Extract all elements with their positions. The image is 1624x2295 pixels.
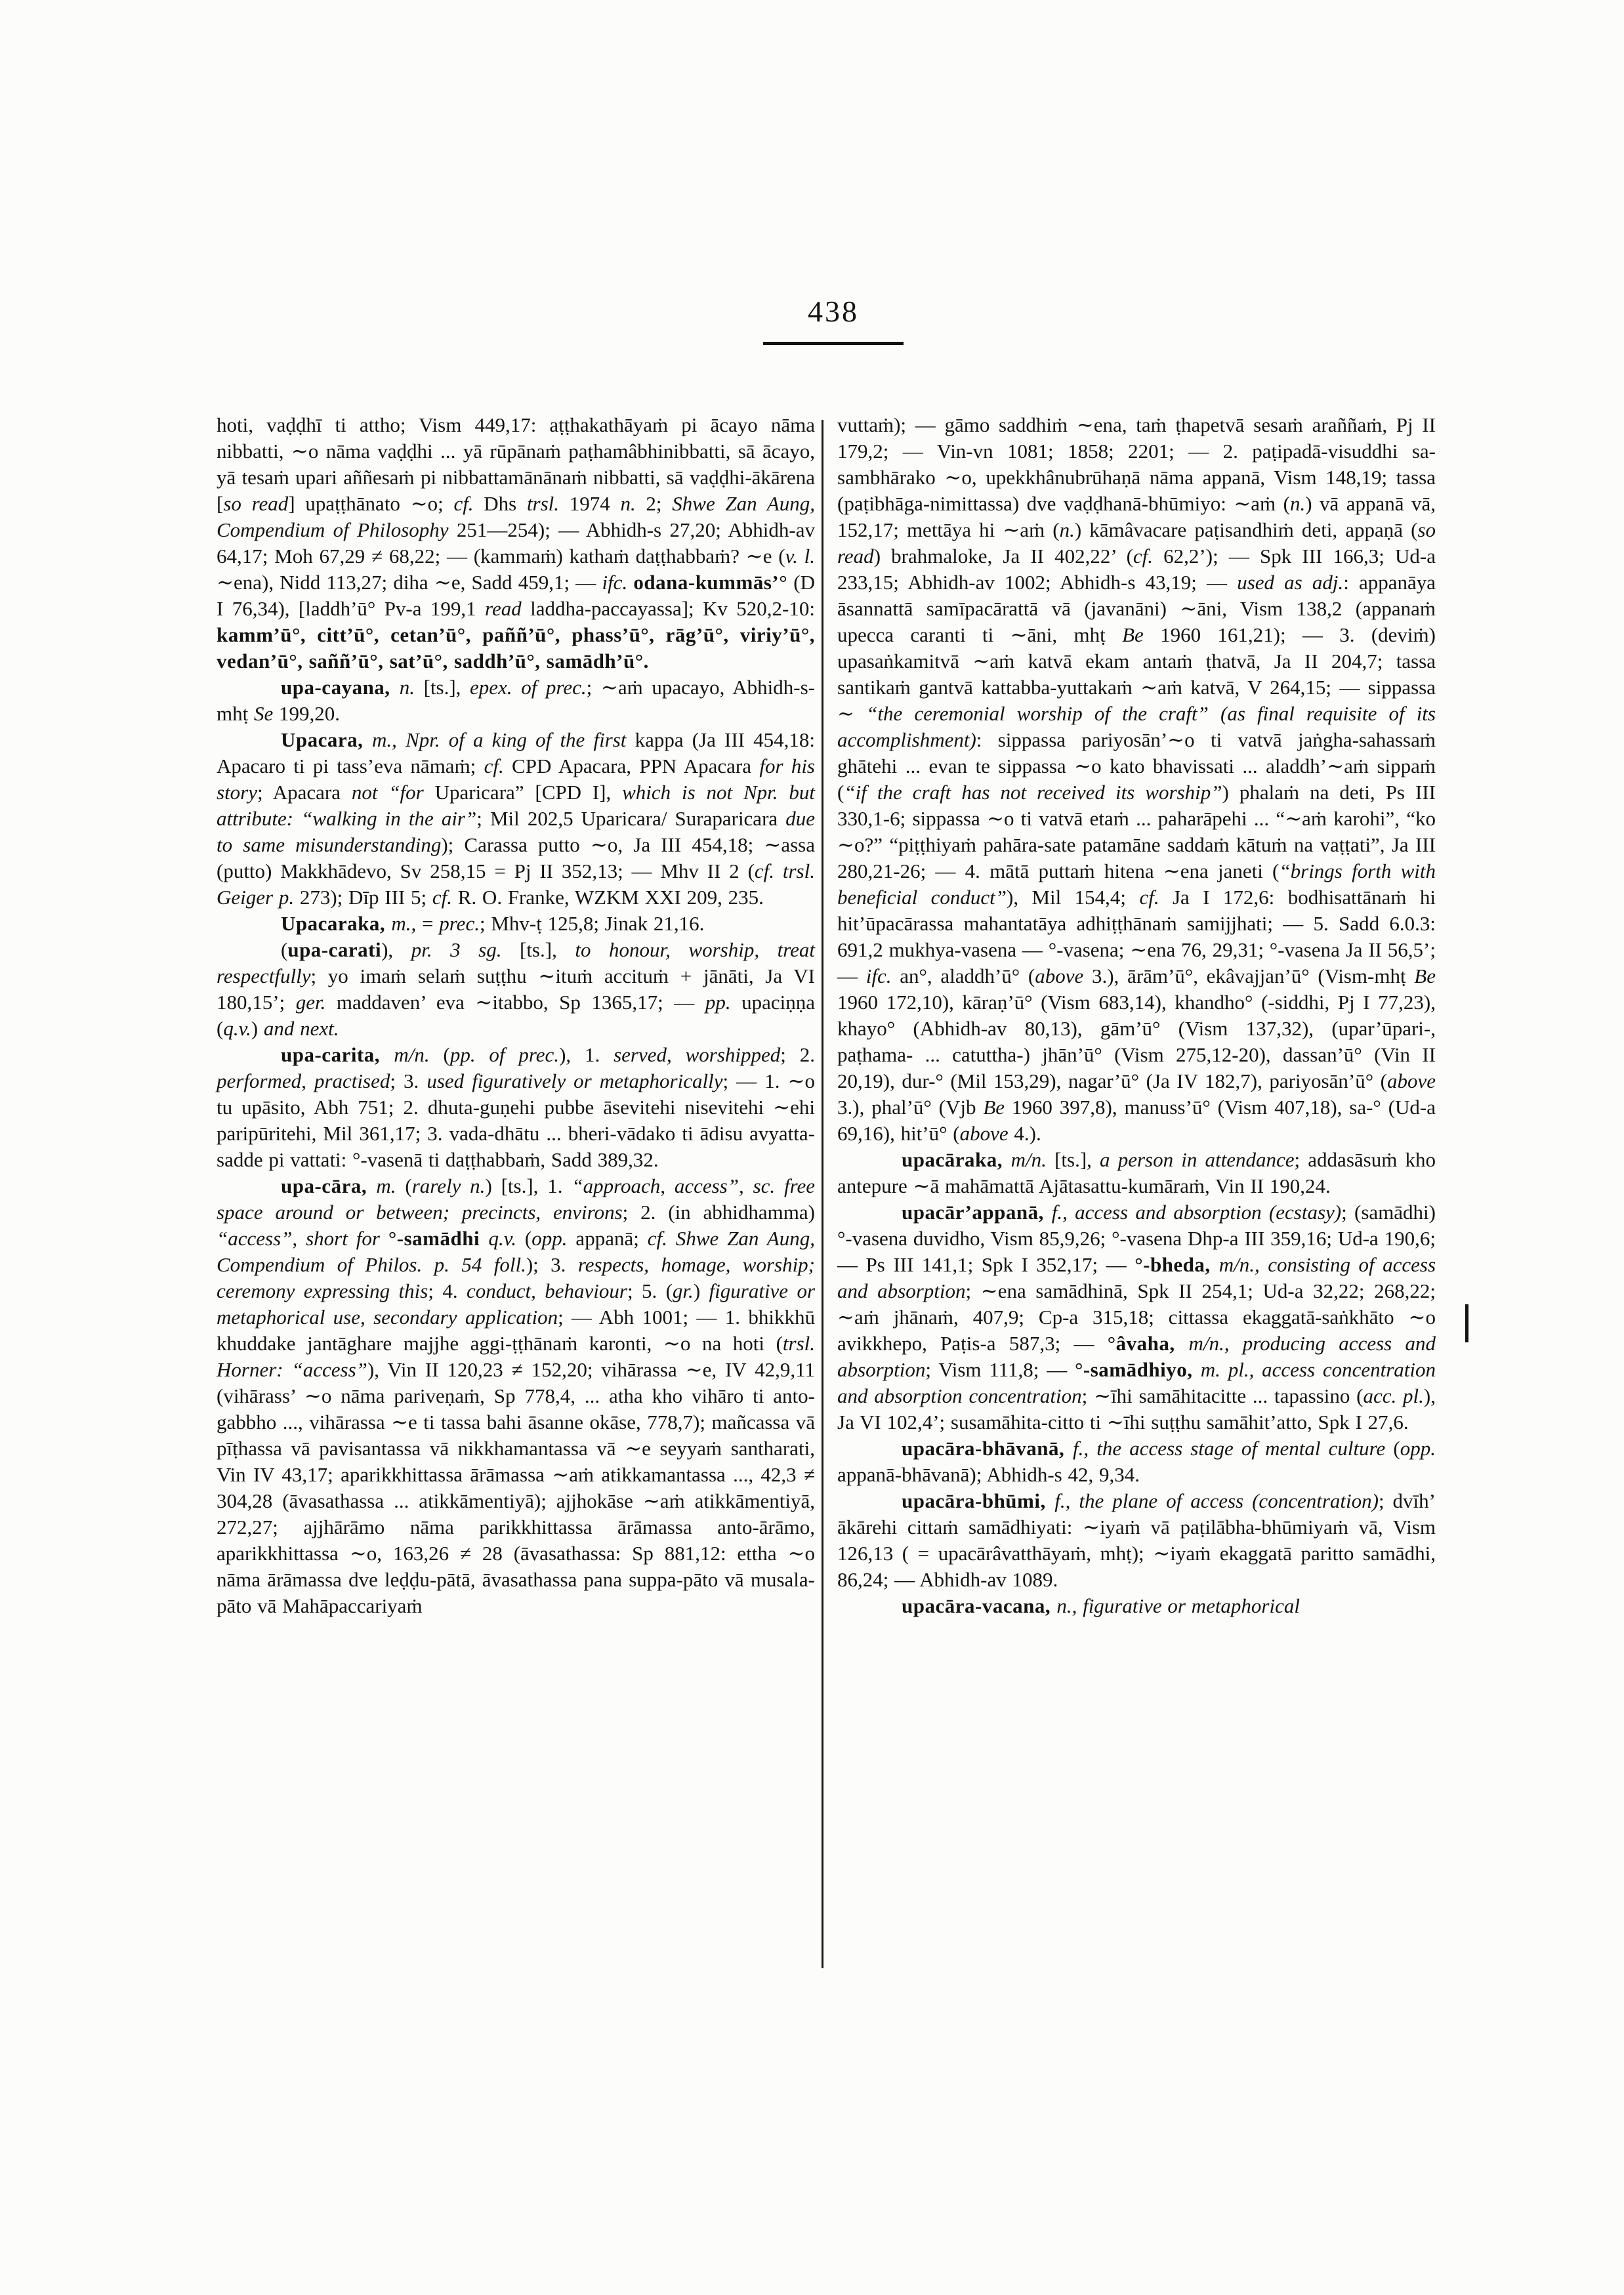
italic-text-run: trsl. xyxy=(526,492,560,515)
entry-paragraph xyxy=(837,1488,1436,1593)
entry-paragraph xyxy=(217,937,815,1042)
italic-text-run: ger. xyxy=(295,991,326,1014)
text-run: ; dvīh’ ākārehi cittaṁ samādhiyati: ∼iyaṁ vā paṭilābha-bhūmiyaṁ vā, Vism 126,13 ( = upacārâvatthāyaṁ, mhṭ); ∼iyaṁ ekaggatā paritto samādhi, 86,24; — Abhidh-av 1089. xyxy=(837,1489,1436,1591)
headword: upa-cāra, xyxy=(281,1174,377,1197)
text-run: ), Ja VI 102,4’; susamāhita-citto ti ∼īhi suṭṭhu samāhit’atto, Spk I 27,6. xyxy=(837,1384,1436,1434)
italic-text-run: m/n., producing access and absorption xyxy=(837,1332,1436,1381)
italic-text-run: for his story xyxy=(217,755,815,804)
text-run: ( xyxy=(516,1227,532,1250)
entry-paragraph xyxy=(837,1593,1436,1619)
text-run: 1974 xyxy=(559,492,621,515)
text-run: ; 2. (in abhidhamma) xyxy=(622,1201,815,1224)
italic-text-run: not “for xyxy=(351,781,435,804)
italic-text-run: ifc. xyxy=(865,964,892,987)
text-run: ; 4. xyxy=(428,1279,467,1302)
text-run: R. O. Franke, WZKM XXI 209, 235. xyxy=(452,886,764,909)
text-run: ; addasāsuṁ kho antepure ∼ā mahāmattā Ajātasattu-kumāraṁ, Vin II 190,24. xyxy=(837,1148,1436,1197)
italic-text-run: conduct, behaviour xyxy=(466,1279,627,1302)
entry-paragraph xyxy=(217,1173,815,1619)
headword: Upacara, xyxy=(281,728,373,751)
italic-text-run: ifc. xyxy=(602,571,628,594)
italic-text-run: which is not Npr. but attribute: “walking in the air” xyxy=(217,781,816,830)
italic-text-run: n. xyxy=(399,676,415,699)
italic-text-run: “access”, short for xyxy=(217,1227,388,1250)
text-run: ( xyxy=(1385,1437,1400,1460)
text-run: ∼ena), Nidd 113,27; diha ∼e, Sadd 459,1; — xyxy=(217,571,602,594)
headword: Upacaraka, xyxy=(281,912,392,935)
italic-text-run: cf. xyxy=(432,886,452,909)
text-run: appanā-bhāvanā); Abhidh-s 42, 9,34. xyxy=(837,1463,1140,1486)
text-run: appanā; xyxy=(567,1227,648,1250)
headword: upa-carita, xyxy=(281,1043,394,1066)
text-run: Ja I 172,6: bodhisattānaṁ hi hit’ūpacārassa mahantatāya adhiṭṭhānaṁ samijjhati; — 5. Sadd 6.0.3: 691,2 mukhya-vasena — °-vasena; ∼ena 76, 29,31; °-vasena Ja II 56,5’; — xyxy=(837,886,1436,987)
text-run: hoti, vaḍḍhī ti attho; Vism 449,17: aṭṭhakathāyaṁ pi ācayo nāma nibbatti, ∼o nāma vaḍḍhi ... yā rūpānaṁ paṭhamâbhinibbatti, sā ācayo, yā tesaṁ upari aññesaṁ pi nibbattamānānaṁ nibbatti, sā vaḍḍhi-ākārena [ xyxy=(217,413,815,515)
header-rule xyxy=(763,342,904,345)
italic-text-run: acc. pl. xyxy=(1363,1384,1424,1407)
entry-paragraph xyxy=(217,727,815,911)
text-run: ); Carassa putto ∼o, Ja III 454,18; ∼assa (putto) Makkhādevo, Sv 258,15 = Pj II 352,13; — Mhv II 2 ( xyxy=(217,833,816,882)
headword: upacāra-bhūmi, xyxy=(902,1489,1055,1512)
text-run: 1960 161,21); — 3. (deviṁ) upasaṅkamitvā ∼aṁ katvā ekam antaṁ ṭhatvā, Ja II 204,7; tassa santikaṁ gantvā kattabba-yuttakaṁ ∼aṁ katvā, V 264,15; — sippassa ∼ xyxy=(837,623,1436,725)
italic-text-run: figurative or metaphorical use, secondary application xyxy=(217,1279,816,1329)
italic-text-run: cf. xyxy=(453,492,474,515)
italic-text-run: so read xyxy=(223,492,289,515)
text-run: ; ∼ena samādhinā, Spk II 254,1; Ud-a 32,22; 268,22; ∼aṁ jhānaṁ, 407,9; Cp-a 315,18; cittassa ekaggatā-saṅkhāto ∼o avikkhepo, Paṭis-a 587,3; — xyxy=(837,1279,1436,1355)
text-run: ), 1. xyxy=(559,1043,614,1066)
italic-text-run: opp. xyxy=(531,1227,568,1250)
text-run: ; — 1. ∼o tu upāsito, Abh 751; 2. dhuta-guṇehi pubbe āsevitehi nisevitehi ∼ehi paripūritehi, Mil 361,17; 3. vada-dhātu ... bheri-vādako ti ādisu avyatta-sadde pi vattati: °-vasenā ti daṭṭhabbaṁ, Sadd 389,32. xyxy=(217,1069,815,1171)
italic-text-run: Be xyxy=(983,1096,1005,1119)
text-run: kappa (Ja III 454,18: Apacaro ti pi tass’eva nāmaṁ; xyxy=(217,728,815,777)
text-run: ; Vism 111,8; — xyxy=(925,1358,1075,1381)
italic-text-run: v. l. xyxy=(785,545,816,568)
italic-text-run: n. xyxy=(620,492,636,515)
text-run: ), Mil 154,4; xyxy=(1007,886,1140,909)
headword: °-samādhiyo, xyxy=(1075,1358,1201,1381)
italic-text-run: Shwe Zan Aung, Compendium of Philosophy xyxy=(217,492,815,541)
text-run: ), Vin II 120,23 ≠ 152,20; vihārassa ∼e, IV 42,9,11 (vihārass’ ∼o nāma pariveṇaṁ, Sp 778,4, ... atha kho vihāro ti anto-gabbho ..., vihārassa ∼e ti tassa bahi āsanne okāse, 778,7); mañcassa vā pīṭhassa vā pavisantassa vā nikkhamantassa vā ∼e seyyaṁ santharati, Vin IV 43,17; aparikkhittassa ārāmassa ∼aṁ atikkamantassa ..., 42,3 ≠ 304,28 (āvasathassa ... atikkāmentiyā); ajjhokāse ∼aṁ atikkāmentiyā, 272,27; ajjhārāmo nāma parikkhittassa ārāmassa anto-ārāmo, aparikkhittassa ∼o, 163,26 ≠ 28 (āvasathassa: Sp 881,12: ettha ∼o nāma ārāmassa dve leḍḍu-pātā, āvasathassa pana suppa-pāto vā musala-pāto vā Mahāpaccariyaṁ xyxy=(217,1358,815,1617)
text-run: ( xyxy=(429,1043,450,1066)
text-run: ; 3. xyxy=(390,1069,427,1092)
headword: upacāraka, xyxy=(902,1148,1011,1171)
text-run: an°, aladdh’ū° ( xyxy=(891,964,1035,987)
text-run: 4.). xyxy=(1008,1122,1041,1145)
italic-text-run: m., xyxy=(391,912,417,935)
text-run: Uparicara” [CPD I], xyxy=(434,781,623,804)
headword: kamm’ū°, citt’ū°, cetan’ū°, paññ’ū°, phass’ū°, rāg’ū°, viriy’ū°, vedan’ū°, saññ’ū°, sat’ū°, saddh’ū°, samādh’ū°. xyxy=(217,623,815,672)
italic-text-run: “the ceremonial worship of the craft” (as final requisite of its accomplishment) xyxy=(837,702,1436,751)
italic-text-run: q.v. xyxy=(223,1017,251,1040)
italic-text-run: prec. xyxy=(439,912,480,935)
italic-text-run: used figuratively or metaphorically xyxy=(427,1069,723,1092)
text-run xyxy=(627,571,633,594)
italic-text-run: epex. of prec. xyxy=(470,676,587,699)
text-run: 251—254); — Abhidh-s 27,20; Abhidh-av 64,17; Moh 67,29 ≠ 68,22; — (kammaṁ) kathaṁ daṭṭhabbaṁ? ∼e ( xyxy=(217,518,815,568)
text-run: ) vā appanā vā, 152,17; mettāya hi ∼aṁ ( xyxy=(837,492,1436,541)
italic-text-run: cf. Shwe Zan Aung, Compendium of Philos. p. 54 foll. xyxy=(217,1227,815,1276)
italic-text-run: Be xyxy=(1122,623,1144,646)
italic-text-run: m/n. xyxy=(1010,1148,1047,1171)
italic-text-run: pr. 3 sg. xyxy=(411,938,502,961)
text-run: ; Apacara xyxy=(257,781,352,804)
text-run: 2; xyxy=(635,492,673,515)
text-run: upaciṇṇa ( xyxy=(217,991,815,1040)
text-run: laddha-paccayassa]; Kv 520,2-10: xyxy=(521,597,815,620)
text-run: [ts.], xyxy=(1046,1148,1100,1171)
text-run: 62,2’); — Spk III 166,3; Ud-a 233,15; Abhidh-av 1002; Abhidh-s 43,19; — xyxy=(837,545,1436,594)
italic-text-run: f., the access stage of mental culture xyxy=(1072,1437,1386,1460)
text-run: ) [ts.], 1. xyxy=(485,1174,572,1197)
italic-text-run: respects, homage, worship; ceremony expressing this xyxy=(217,1253,816,1302)
entry-paragraph xyxy=(217,911,815,937)
text-run: 1960 172,10), kāraṇ’ū° (Vism 683,14), khandho° (-siddhi, Pj I 77,23), khayo° (Abhidh-av 80,13), gām’ū° (Vism 137,32), (upar’ūpari-, paṭhama- ... catuttha-) jhān’ū° (Vism 275,12-20), dassan’ū° (Vin II 20,19), dur-° (Mil 153,29), nagar’ū° (Ja IV 182,7), pariyosān’ū° ( xyxy=(837,991,1436,1092)
italic-text-run: “approach, access”, sc. free space around or between; precincts, environs xyxy=(217,1174,816,1224)
italic-text-run: “brings forth with beneficial conduct” xyxy=(837,859,1436,909)
italic-text-run: used as adj. xyxy=(1237,571,1344,594)
italic-text-run: m., Npr. of a king of the first xyxy=(372,728,635,751)
entry-paragraph xyxy=(217,674,815,727)
text-run: Dhs xyxy=(473,492,527,515)
headword: °âvaha, xyxy=(1107,1332,1189,1355)
italic-text-run: due to same misunderstanding xyxy=(217,807,816,856)
text-run: 1960 397,8), manuss’ū° (Vism 407,18), sa-° (Ud-a 69,16), hit’ū° ( xyxy=(837,1096,1436,1145)
text-run: ; Mil 202,5 Uparicara/ Suraparicara xyxy=(476,807,786,830)
italic-text-run: m/n., consisting of access and absorption xyxy=(837,1253,1436,1302)
text-run: ; (samādhi) °-vasena duvidho, Vism 85,9,26; °-vasena Dhp-a III 359,16; Ud-a 190,6; — Ps III 141,1; Spk I 352,17; — xyxy=(837,1201,1436,1276)
italic-text-run: m. xyxy=(376,1174,396,1197)
page-number: 438 xyxy=(808,295,859,328)
text-run: ; 2. xyxy=(780,1043,815,1066)
headword: upacār’appanā, xyxy=(902,1201,1052,1224)
headword: upacāra-bhāvanā, xyxy=(902,1437,1073,1460)
italic-text-run: above xyxy=(1386,1069,1436,1092)
text-run: ( xyxy=(396,1174,412,1197)
text-run: ) brahmaloke, Ja II 402,22’ ( xyxy=(873,545,1133,568)
text-run: ) phalaṁ na deti, Ps III 330,1-6; sippassa ∼o ti vatvā etaṁ ... paharāpehi ... “∼aṁ karohi”, “ko ∼o?” “piṭṭhiyaṁ pahāra-sate patamāne saddaṁ kātuṁ na vaṭṭati”, Ja III 280,21-26; — 4. mātā puttaṁ hitena ∼ena janeti ( xyxy=(837,781,1436,882)
text-run: ; ∼aṁ upacayo, Abhidh-s-mhṭ xyxy=(217,676,815,725)
italic-text-run: Se xyxy=(253,702,274,725)
text-run: 273); Dīp III 5; xyxy=(294,886,432,909)
text-run: [ts.], xyxy=(414,676,470,699)
italic-text-run: cf. trsl. Geiger p. xyxy=(217,859,815,909)
italic-text-run: served, worshipped xyxy=(614,1043,781,1066)
italic-text-run: rarely n. xyxy=(411,1174,486,1197)
italic-text-run: a person in attendance xyxy=(1100,1148,1295,1171)
italic-text-run: n. xyxy=(1059,518,1075,541)
text-run: ); 3. xyxy=(526,1253,578,1276)
italic-text-run: above xyxy=(1035,964,1084,987)
italic-text-run: gr. xyxy=(672,1279,694,1302)
headword: upa-cayana, xyxy=(281,676,400,699)
text-run: ) xyxy=(693,1279,709,1302)
entry-paragraph xyxy=(837,1199,1436,1436)
italic-text-run: q.v. xyxy=(488,1227,516,1250)
italic-text-run: m/n. xyxy=(394,1043,430,1066)
italic-text-run: n., figurative or metaphorical xyxy=(1056,1594,1300,1617)
text-run: ; — Abh 1001; — 1. bhikkhū khuddake jantāghare majjhe aggi-ṭṭhānaṁ karonti, ∼o na hoti ( xyxy=(217,1306,815,1355)
headword: °-samādhi xyxy=(388,1227,489,1250)
italic-text-run: pp. xyxy=(705,991,731,1014)
entry-paragraph xyxy=(837,1147,1436,1199)
text-run: ; ∼īhi samāhitacitte ... tapassino ( xyxy=(1081,1384,1364,1407)
text-run: 3.), ārām’ū°, ekâvajjan’ū° (Vism-mhṭ xyxy=(1083,964,1415,987)
italic-text-run: so read xyxy=(837,518,1436,568)
text-run: (D I 76,34), [laddh’ū° Pv-a 199,1 xyxy=(217,571,816,620)
text-run: ] upaṭṭhānato ∼o; xyxy=(288,492,454,515)
italic-text-run: n. xyxy=(1289,492,1306,515)
italic-text-run: to honour, worship, treat respectfully xyxy=(217,938,816,987)
text-run: = xyxy=(416,912,440,935)
italic-text-run: f., the plane of access (concentration) xyxy=(1054,1489,1379,1512)
headword: upa-carati xyxy=(287,938,382,961)
italic-text-run: m. pl., access concentration and absorption concentration xyxy=(837,1358,1436,1407)
headword: upacāra-vacana, xyxy=(902,1594,1057,1617)
italic-text-run: performed, practised xyxy=(217,1069,390,1092)
column-divider-rule xyxy=(822,420,823,1968)
italic-text-run: above xyxy=(959,1122,1009,1145)
italic-text-run: “if the craft has not received its worship” xyxy=(844,781,1222,804)
text-run: ) xyxy=(251,1017,264,1040)
text-run: [ts.], xyxy=(501,938,575,961)
text-run: vuttaṁ); — gāmo saddhiṁ ∼ena, taṁ ṭhapetvā sesaṁ araññaṁ, Pj II 179,2; — Vin-vn 1081; 1858; 2201; — 2. paṭipadā-visuddhi sa-sambhārako ∼o, upekkhânubrūhaṇā nāma appanā, Vism 148,19; tassa (paṭibhāga-nimittassa) dve vaḍḍhanā-bhūmiyo: ∼aṁ ( xyxy=(837,413,1436,515)
text-run: ), xyxy=(381,938,411,961)
text-run: 3.), phal’ū° (Vjb xyxy=(837,1096,984,1119)
italic-text-run: cf. xyxy=(1133,545,1154,568)
italic-text-run: pp. of prec. xyxy=(449,1043,560,1066)
text-run: ; 5. ( xyxy=(627,1279,673,1302)
italic-text-run: read xyxy=(485,597,522,620)
text-run: CPD Apacara, PPN Apacara xyxy=(503,755,760,777)
entry-paragraph xyxy=(217,1042,815,1173)
italic-text-run: cf. xyxy=(1139,886,1159,909)
left-column xyxy=(217,412,815,1619)
entry-paragraph xyxy=(837,412,1436,1147)
italic-text-run: opp. xyxy=(1400,1437,1436,1460)
text-run: ( xyxy=(281,938,288,961)
scan-margin-mark xyxy=(1465,1304,1468,1342)
italic-text-run: trsl. Horner: “access” xyxy=(217,1332,815,1381)
headword: odana-kummās’° xyxy=(633,571,788,594)
text-run: ; yo imaṁ selaṁ suṭṭhu ∼ituṁ accituṁ + jānāti, Ja VI 180,15’; xyxy=(217,964,815,1014)
italic-text-run: cf. xyxy=(484,755,504,777)
entry-paragraph xyxy=(217,412,815,674)
italic-text-run: and next. xyxy=(263,1017,339,1040)
entry-paragraph xyxy=(837,1436,1436,1488)
headword: °-bheda, xyxy=(1135,1253,1219,1276)
text-run: : sippassa pariyosān’∼o ti vatvā jaṅgha-sahassaṁ ghātehi ... evan te sippassa ∼o kato bhavissati ... aladdh’∼aṁ sippaṁ ( xyxy=(837,728,1436,804)
text-run: ) kāmâvacare paṭisandhiṁ deti, appaṇā ( xyxy=(1074,518,1418,541)
right-column xyxy=(837,412,1436,1619)
text-run: maddaven’ eva ∼itabbo, Sp 1365,17; — xyxy=(325,991,705,1014)
text-run: : appanāya āsannattā samīpacārattā vā (javanāni) ∼āni, Vism 138,2 (appanaṁ upecca caranti ti ∼āni, mhṭ xyxy=(837,571,1436,646)
italic-text-run: f., access and absorption (ecstasy) xyxy=(1051,1201,1342,1224)
text-run: ; Mhv-ṭ 125,8; Jinak 21,16. xyxy=(479,912,705,935)
italic-text-run: Be xyxy=(1414,964,1436,987)
text-run: 199,20. xyxy=(273,702,340,725)
